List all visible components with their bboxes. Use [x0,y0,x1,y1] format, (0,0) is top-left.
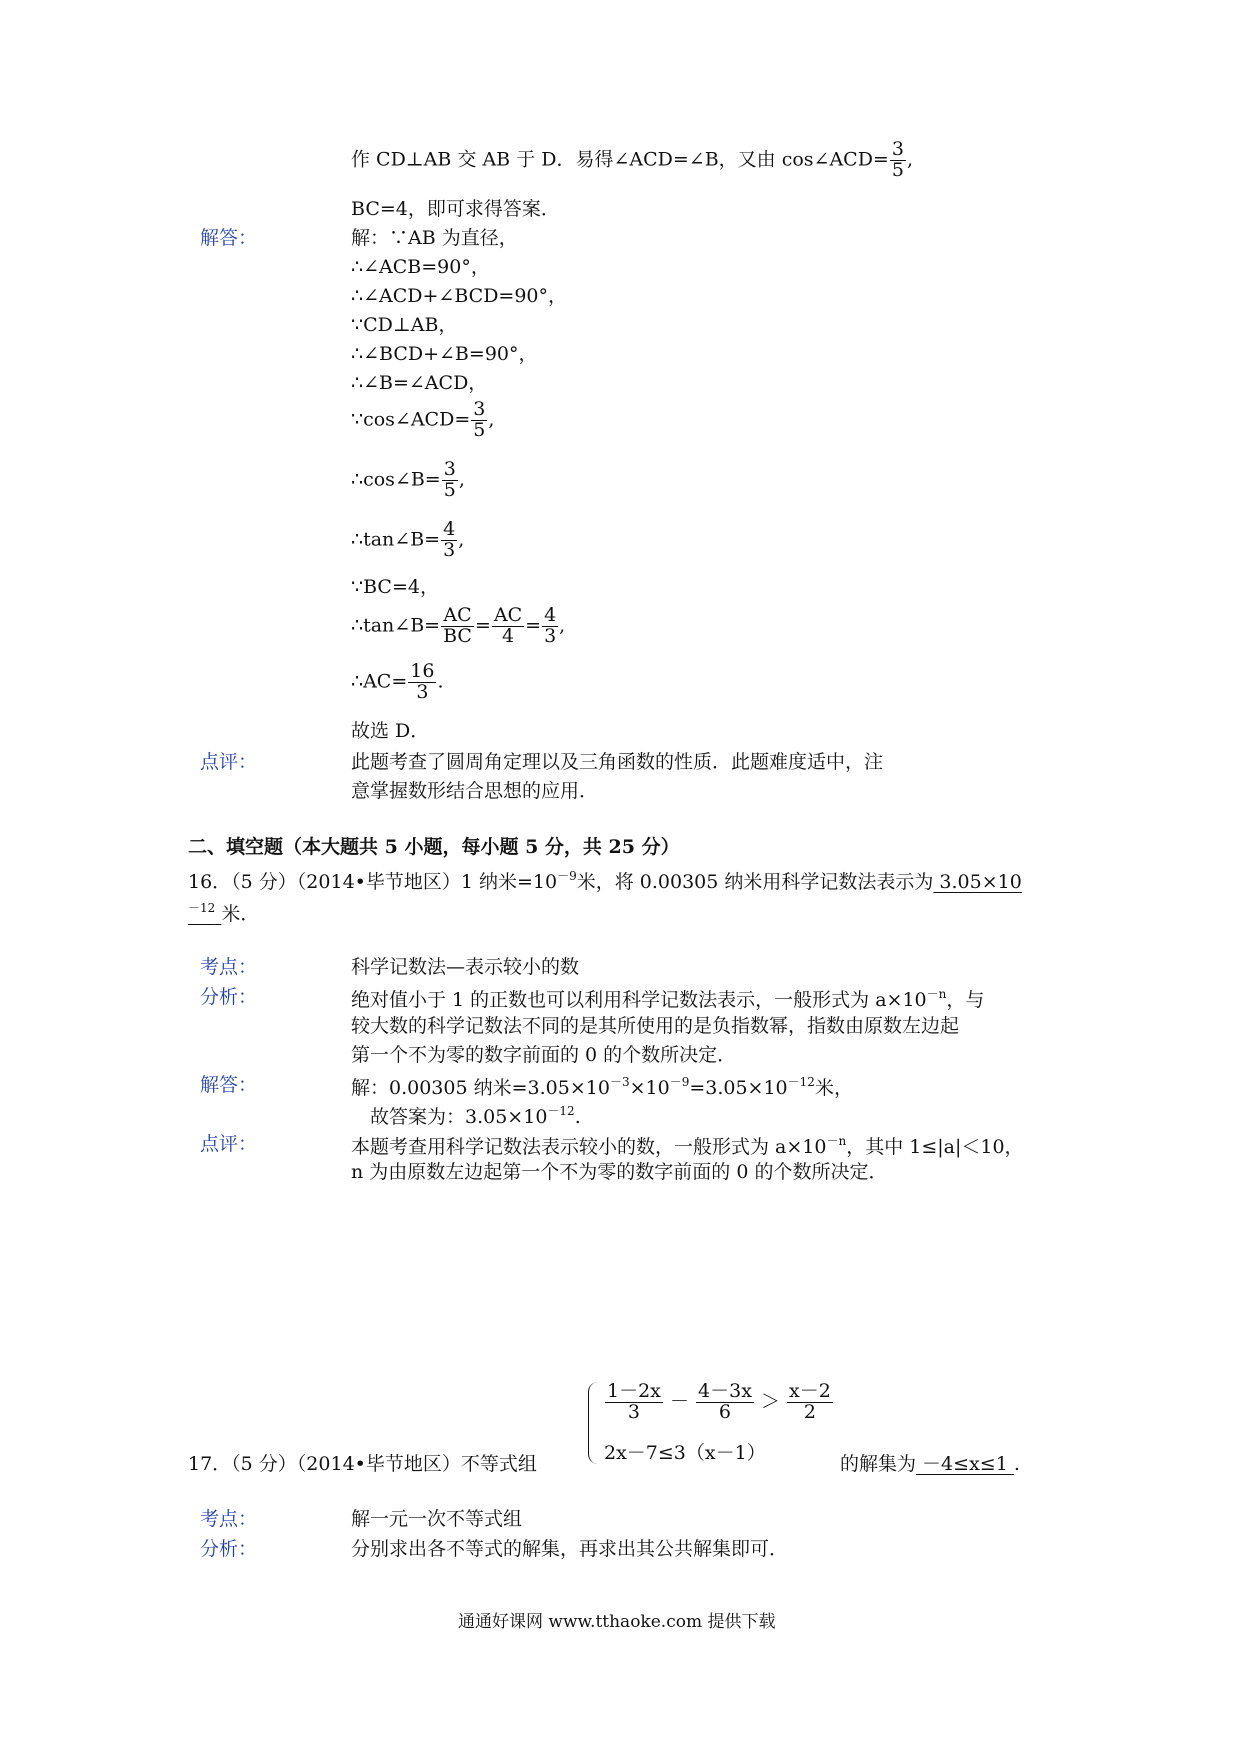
q17-topic: 解一元一次不等式组 [351,1508,523,1530]
fraction: $\frac{4}{3}$ [544,604,557,647]
q15-sol-line6: ∴∠B=∠ACD， [351,372,488,394]
q15-sol-line8: ∴cos∠B= $\frac{3}{5}$ , [351,458,465,501]
q15-sol-line4: ∵CD⊥AB， [351,314,458,336]
q15-sol-line1: 解：∵AB 为直径， [351,227,518,249]
q15-sol-line10: ∵BC=4， [351,576,439,598]
fraction: $\frac{1-2x}{3}$ [607,1380,661,1423]
q16-analysis-line2: 较大数的科学记数法不同的是其所使用的是负指数幂，指数由原数左边起 [351,1015,960,1037]
q16-sol-line2: 故答案为：$3.05\times 10^{-12}$. [370,1104,581,1128]
fraction: $\frac{AC}{BC}$ [443,604,472,647]
q16-answer: 3.05×10 [933,871,1022,893]
q15-sol-line12: ∴AC= $\frac{16}{3}$ . [351,660,444,703]
section-title: 二、填空题（本大题共 5 小题，每小题 5 分，共 25 分） [188,836,680,858]
label-solution: 解答： [200,1074,258,1096]
q15-sol-line3: ∴∠ACD+∠BCD=90°， [351,285,568,307]
q16-stem-line2: $^{-12}$ 米． [188,901,260,925]
fraction: $\frac{3}{5}$ [443,458,456,501]
q17-answer: －4≤x≤1 [916,1453,1014,1475]
q17-inequality2: 2x－7≤3（x－1） [604,1442,766,1464]
q15-sol-line9: ∴tan∠B= $\frac{4}{3}$ , [351,518,465,561]
q17-analysis: 分别求出各不等式的解集，再求出其公共解集即可． [351,1538,789,1560]
label-analysis: 分析： [200,1538,258,1560]
fraction: $\frac{3}{5}$ [891,138,904,181]
label-topic: 考点： [200,1508,258,1530]
q16-comment-line2: n 为由原数左边起第一个不为零的数字前面的 0 的个数所决定． [351,1161,888,1183]
q15-analysis-line1: 作 CD⊥AB 交 AB 于 D．易得∠ACD=∠B，又由 cos∠ACD= $\frac{3}{5}$ , [351,138,913,181]
q16-analysis-line1: 绝对值小于 1 的正数也可以利用科学记数法表示，一般形式为 $a\times 10^{-n}$，与 [351,987,985,1011]
q15-sol-line13: 故选 D． [351,720,430,742]
fraction: $\frac{3}{5}$ [473,398,486,441]
label-topic: 考点： [200,956,258,978]
label-comment: 点评： [200,751,258,773]
label-comment: 点评： [200,1133,258,1155]
footer: 通通好课网 www.tthaoke.com 提供下载 [458,1612,776,1632]
q15-sol-line7: ∵cos∠ACD= $\frac{3}{5}$ , [351,398,495,441]
fraction: $\frac{AC}{4}$ [493,604,523,647]
q17-inequality1: $\frac{1-2x}{3}$ － $\frac{4-3x}{6}$ ＞ $\frac{x-2}{2}$ [607,1380,831,1423]
q15-comment-line1: 此题考查了圆周角定理以及三角函数的性质．此题难度适中，注 [351,751,884,773]
q17-stem-end: 的解集为 －4≤x≤1 . [840,1453,1020,1475]
q16-topic: 科学记数法—表示较小的数 [351,956,580,978]
system-brace [588,1382,599,1464]
fraction: $\frac{x-2}{2}$ [789,1380,831,1423]
fraction: $\frac{4-3x}{6}$ [698,1380,752,1423]
q17-stem: 17．（5 分）（2014•毕节地区）不等式组 [188,1453,537,1475]
label-analysis: 分析： [200,986,258,1008]
fraction: $\frac{4}{3}$ [443,518,456,561]
q15-comment-line2: 意掌握数形结合思想的应用． [351,780,599,802]
q15-sol-line2: ∴∠ACB=90°， [351,256,490,278]
q16-analysis-line3: 第一个不为零的数字前面的 0 的个数所决定． [351,1044,737,1066]
q15-sol-line11: ∴tan∠B= $\frac{AC}{BC}$ = $\frac{AC}{4}$ = $\frac{4}{3}$ , [351,604,566,647]
q15-sol-line5: ∴∠BCD+∠B=90°， [351,343,538,365]
q16-comment-line1: 本题考查用科学记数法表示较小的数，一般形式为 $a\times 10^{-n}$，其中 1≤|a|＜10， [351,1134,1024,1158]
q15-analysis-line2: BC=4，即可求得答案． [351,198,560,220]
label-solution: 解答： [200,227,258,249]
q16-sol-line1: 解：0.00305 纳米$=3.05\times 10^{-3}\times 10^{-9}=3.05\times 10^{-12}$米， [351,1075,853,1099]
q16-stem-line1: 16．（5 分）（2014•毕节地区）1 纳米$=10^{-9}$米，将 0.00305 纳米用科学记数法表示为 3.05×10 [188,869,1022,893]
fraction: $\frac{16}{3}$ [410,660,435,703]
